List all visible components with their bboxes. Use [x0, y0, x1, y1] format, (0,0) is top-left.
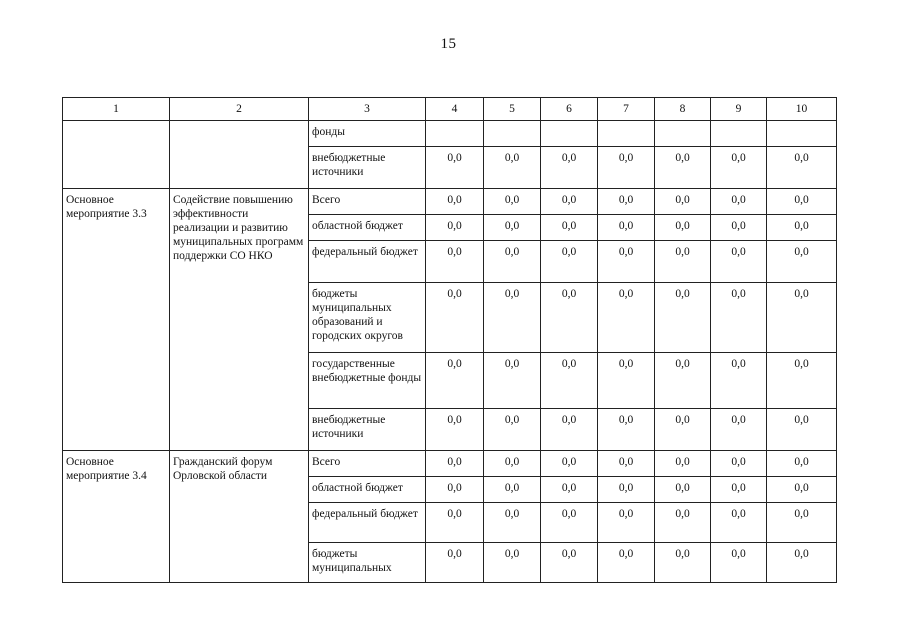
value-cell: 0,0 [541, 477, 598, 503]
funding-source-cell: областной бюджет [309, 477, 426, 503]
value-cell: 0,0 [541, 147, 598, 189]
header-cell: 7 [598, 98, 655, 121]
value-cell: 0,0 [767, 503, 837, 543]
value-cell: 0,0 [426, 451, 484, 477]
description-cell: Гражданский форум Орловской области [170, 451, 309, 583]
header-cell: 6 [541, 98, 598, 121]
funding-source-cell: федеральный бюджет [309, 503, 426, 543]
value-cell: 0,0 [655, 241, 711, 283]
value-cell [426, 121, 484, 147]
activity-cell: Основное мероприятие 3.3 [63, 189, 170, 451]
value-cell: 0,0 [598, 189, 655, 215]
value-cell: 0,0 [541, 241, 598, 283]
value-cell: 0,0 [484, 503, 541, 543]
value-cell: 0,0 [426, 241, 484, 283]
value-cell: 0,0 [484, 543, 541, 583]
value-cell: 0,0 [767, 543, 837, 583]
value-cell: 0,0 [598, 543, 655, 583]
value-cell: 0,0 [598, 477, 655, 503]
header-cell: 5 [484, 98, 541, 121]
description-cell: Содействие повышению эффективности реализации и развитию муниципальных программ поддержки СО НКО [170, 189, 309, 451]
value-cell [484, 121, 541, 147]
value-cell: 0,0 [767, 409, 837, 451]
value-cell: 0,0 [655, 215, 711, 241]
header-cell: 3 [309, 98, 426, 121]
header-cell: 1 [63, 98, 170, 121]
value-cell: 0,0 [655, 503, 711, 543]
value-cell: 0,0 [541, 409, 598, 451]
budget-table [62, 97, 837, 583]
header-cell: 10 [767, 98, 837, 121]
value-cell: 0,0 [767, 215, 837, 241]
value-cell: 0,0 [655, 147, 711, 189]
value-cell: 0,0 [711, 283, 767, 353]
value-cell: 0,0 [767, 189, 837, 215]
value-cell: 0,0 [655, 543, 711, 583]
value-cell [655, 121, 711, 147]
value-cell: 0,0 [426, 409, 484, 451]
value-cell: 0,0 [767, 353, 837, 409]
header-cell: 8 [655, 98, 711, 121]
funding-source-cell: государственные внебюджетные фонды [309, 353, 426, 409]
value-cell: 0,0 [598, 215, 655, 241]
value-cell: 0,0 [655, 409, 711, 451]
value-cell: 0,0 [711, 409, 767, 451]
value-cell: 0,0 [655, 477, 711, 503]
value-cell: 0,0 [598, 409, 655, 451]
value-cell: 0,0 [426, 189, 484, 215]
value-cell: 0,0 [484, 189, 541, 215]
header-cell: 2 [170, 98, 309, 121]
value-cell: 0,0 [426, 543, 484, 583]
value-cell: 0,0 [711, 215, 767, 241]
value-cell: 0,0 [541, 283, 598, 353]
value-cell: 0,0 [767, 477, 837, 503]
value-cell: 0,0 [711, 477, 767, 503]
value-cell: 0,0 [598, 353, 655, 409]
funding-source-cell: Всего [309, 451, 426, 477]
value-cell: 0,0 [426, 215, 484, 241]
table-row [63, 451, 837, 477]
header-row [63, 98, 837, 121]
table-row [63, 189, 837, 215]
value-cell: 0,0 [711, 503, 767, 543]
value-cell: 0,0 [598, 241, 655, 283]
funding-source-cell: внебюджетные источники [309, 147, 426, 189]
value-cell [598, 121, 655, 147]
value-cell: 0,0 [767, 241, 837, 283]
value-cell: 0,0 [426, 503, 484, 543]
value-cell: 0,0 [711, 189, 767, 215]
value-cell: 0,0 [426, 353, 484, 409]
value-cell: 0,0 [484, 147, 541, 189]
value-cell: 0,0 [426, 147, 484, 189]
value-cell: 0,0 [711, 147, 767, 189]
value-cell: 0,0 [484, 477, 541, 503]
funding-source-cell: Всего [309, 189, 426, 215]
value-cell: 0,0 [484, 215, 541, 241]
value-cell: 0,0 [541, 189, 598, 215]
value-cell: 0,0 [541, 543, 598, 583]
value-cell: 0,0 [655, 189, 711, 215]
header-cell: 4 [426, 98, 484, 121]
value-cell: 0,0 [711, 241, 767, 283]
table-row [63, 121, 837, 147]
value-cell: 0,0 [426, 283, 484, 353]
value-cell: 0,0 [711, 451, 767, 477]
value-cell [711, 121, 767, 147]
funding-source-cell: бюджеты муниципальных образований и городских округов [309, 283, 426, 353]
value-cell [541, 121, 598, 147]
value-cell: 0,0 [655, 283, 711, 353]
funding-source-cell: внебюджетные источники [309, 409, 426, 451]
value-cell: 0,0 [711, 543, 767, 583]
page-number: 15 [440, 36, 457, 52]
value-cell: 0,0 [767, 451, 837, 477]
value-cell: 0,0 [541, 353, 598, 409]
header-cell: 9 [711, 98, 767, 121]
value-cell: 0,0 [484, 283, 541, 353]
funding-source-cell: областной бюджет [309, 215, 426, 241]
value-cell: 0,0 [767, 147, 837, 189]
value-cell [767, 121, 837, 147]
funding-source-cell: бюджеты муниципальных [309, 543, 426, 583]
value-cell: 0,0 [598, 283, 655, 353]
value-cell: 0,0 [767, 283, 837, 353]
value-cell: 0,0 [598, 451, 655, 477]
value-cell: 0,0 [484, 451, 541, 477]
value-cell: 0,0 [484, 409, 541, 451]
description-cell [170, 121, 309, 189]
value-cell: 0,0 [484, 241, 541, 283]
activity-cell: Основное мероприятие 3.4 [63, 451, 170, 583]
funding-source-cell: федеральный бюджет [309, 241, 426, 283]
value-cell: 0,0 [598, 503, 655, 543]
value-cell: 0,0 [598, 147, 655, 189]
value-cell: 0,0 [655, 451, 711, 477]
value-cell: 0,0 [655, 353, 711, 409]
value-cell: 0,0 [426, 477, 484, 503]
value-cell: 0,0 [484, 353, 541, 409]
value-cell: 0,0 [541, 215, 598, 241]
value-cell: 0,0 [711, 353, 767, 409]
value-cell: 0,0 [541, 451, 598, 477]
value-cell: 0,0 [541, 503, 598, 543]
funding-source-cell: фонды [309, 121, 426, 147]
activity-cell [63, 121, 170, 189]
